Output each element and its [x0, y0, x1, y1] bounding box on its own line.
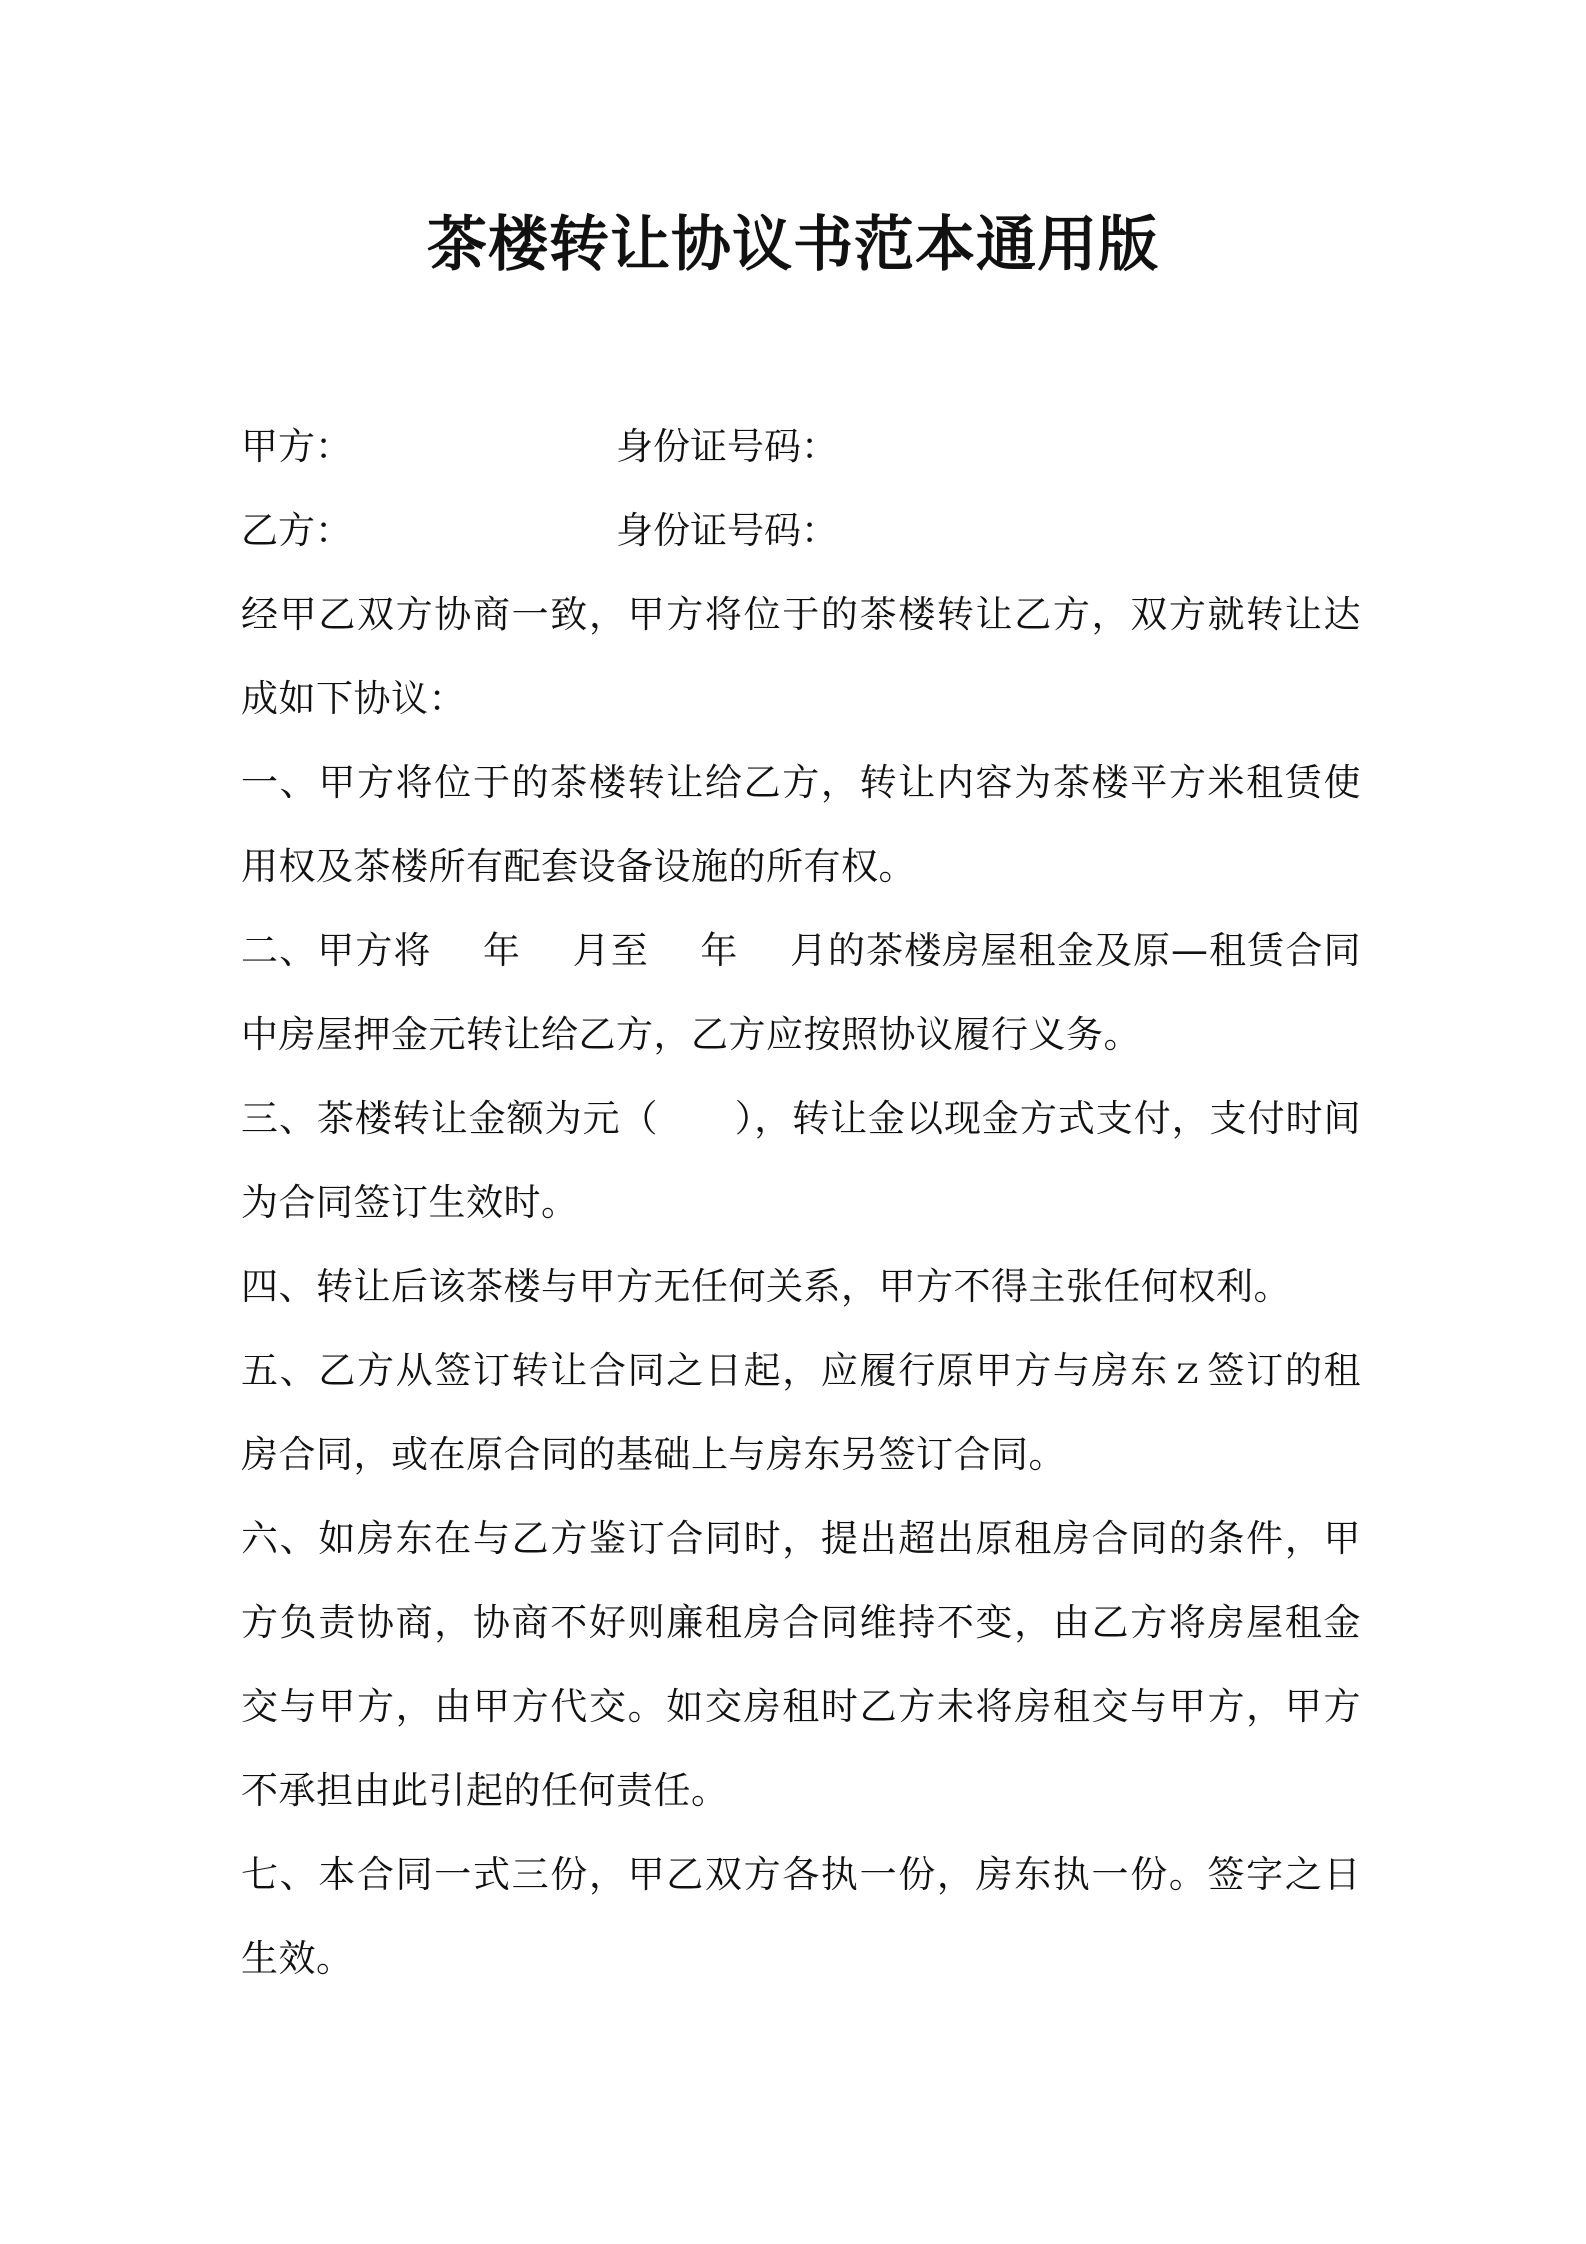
clause-7-paragraph: 七、本合同一式三份，甲乙双方各执一份，房东执一份。签字之日生效。: [241, 1853, 1361, 1980]
party-a-label: 甲方：: [241, 425, 352, 468]
party-a-id-label: 身份证号码：: [616, 425, 838, 468]
clause-1-paragraph: 一、甲方将位于的茶楼转让给乙方，转让内容为茶楼平方米租赁使用权及茶楼所有配套设备设施的所有权。: [241, 761, 1361, 888]
preamble-paragraph: 经甲乙双方协商一致，甲方将位于的茶楼转让乙方，双方就转让达成如下协议：: [241, 593, 1361, 720]
party-a-row: [241, 405, 1361, 489]
clause-5-paragraph: 五、乙方从签订转让合同之日起，应履行原甲方与房东ｚ签订的租房合同，或在原合同的基础上与房东另签订合同。: [241, 1349, 1361, 1476]
party-b-label: 乙方：: [241, 509, 352, 552]
clause-2-paragraph: 二、甲方将 年 月至 年 月的茶楼房屋租金及原—租赁合同中房屋押金元转让给乙方，乙方应按照协议履行义务。: [241, 929, 1361, 1056]
clause-6-paragraph: 六、如房东在与乙方鉴订合同时，提出超出原租房合同的条件，甲方负责协商，协商不好则廉租房合同维持不变，由乙方将房屋租金交与甲方，由甲方代交。如交房租时乙方未将房租交与甲方，甲方不承担由此引起的任何责任。: [241, 1517, 1361, 1812]
party-b-id-label: 身份证号码：: [616, 509, 838, 552]
party-b-row: [241, 489, 1361, 573]
document-title: 茶楼转让协议书范本通用版: [427, 210, 1159, 280]
clause-3-paragraph: 三、茶楼转让金额为元（ ），转让金以现金方式支付，支付时间为合同签订生效时。: [241, 1097, 1361, 1224]
document-body: [241, 405, 1361, 2001]
clause-4-paragraph: 四、转让后该茶楼与甲方无任何关系，甲方不得主张任何权利。: [241, 1265, 1291, 1308]
